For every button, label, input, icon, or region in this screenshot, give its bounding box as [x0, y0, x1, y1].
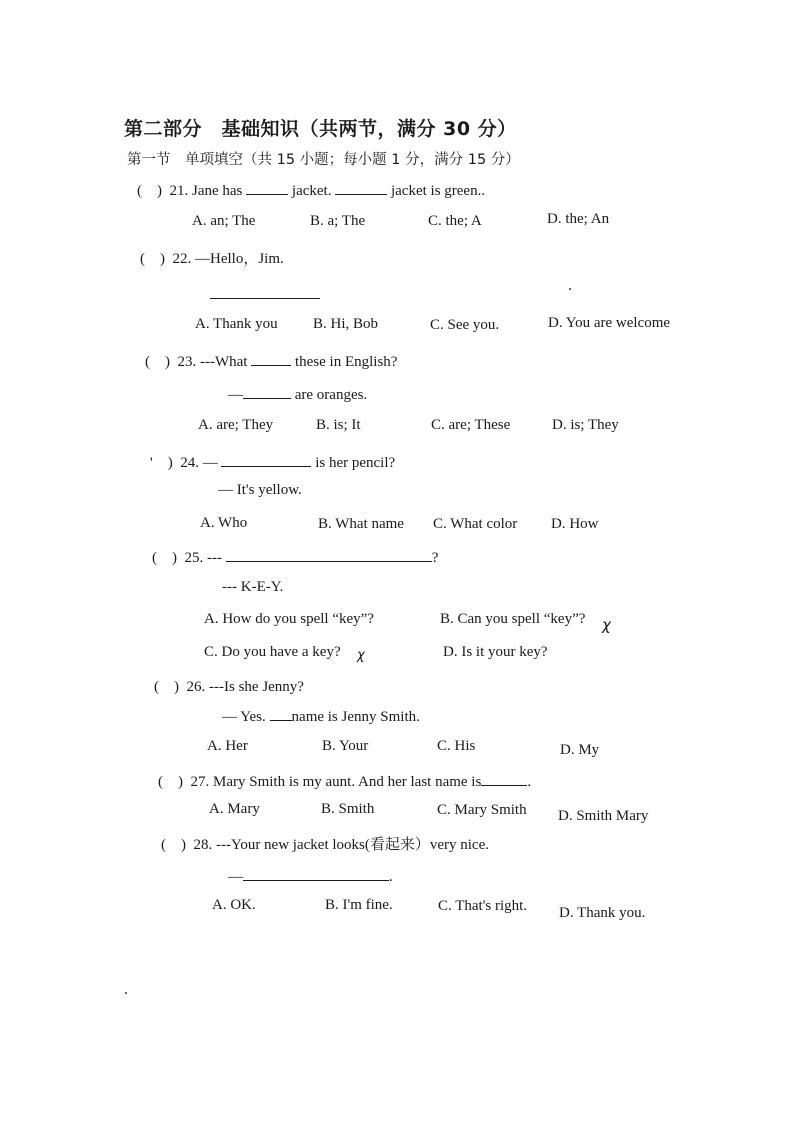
question-number: 28.: [193, 837, 213, 853]
question-number: 25.: [184, 550, 204, 566]
option-b: B. is; It: [316, 417, 361, 433]
option-c: C. See you.: [430, 317, 500, 333]
answer-blank: [221, 452, 311, 467]
option-d: D. My: [560, 742, 600, 758]
option-d: D. How: [551, 516, 599, 532]
option-c: C. What color: [433, 516, 518, 532]
option-c: C. Mary Smith: [437, 802, 527, 818]
option-a: A. an; The: [192, 213, 256, 229]
answer-blank: [246, 180, 288, 195]
question-number: 26.: [186, 679, 206, 695]
answer-blank: [243, 384, 291, 399]
option-b: B. a; The: [310, 213, 366, 229]
question-28-stem: ( ) 28. ---Your new jacket looks(看起来）very nice.: [161, 837, 489, 853]
option-d: D. the; An: [547, 211, 610, 227]
answer-blank: [335, 180, 387, 195]
answer-blank: [270, 706, 292, 721]
question-24-stem: ' ) 24. — is her pencil?: [150, 451, 395, 472]
option-a: A. Mary: [209, 801, 260, 817]
question-28-answer: — .: [228, 866, 393, 886]
answer-blank: [243, 866, 389, 881]
answer-paren: ( ): [154, 679, 179, 695]
option-b: B. Hi, Bob: [313, 316, 379, 332]
option-b: B. I'm fine.: [325, 897, 393, 913]
answer-paren: ( ): [145, 354, 170, 370]
answer-paren: ' ): [150, 455, 173, 471]
handwritten-cross-mark: χ: [602, 616, 611, 634]
option-a: A. are; They: [198, 417, 274, 433]
option-c: C. the; A: [428, 213, 482, 229]
option-c: C. That's right.: [438, 898, 528, 914]
option-a: A. Who: [200, 515, 248, 531]
answer-blank: [481, 771, 527, 786]
answer-paren: ( ): [152, 550, 177, 566]
option-b: B. What name: [318, 516, 404, 532]
option-d: D. Smith Mary: [558, 808, 649, 824]
option-b: B. Can you spell “key”?: [440, 611, 586, 627]
section-title: 第一节 单项填空（共 15 小题；每小题 1 分，满分 15 分）: [127, 152, 520, 168]
option-d: D. is; They: [552, 417, 619, 433]
answer-line: [210, 298, 320, 299]
option-c: C. are; These: [431, 417, 511, 433]
question-23-stem: ( ) 23. ---What these in English?: [145, 350, 397, 371]
question-number: 24.: [180, 455, 199, 471]
question-25-answer: --- K-E-Y.: [222, 579, 284, 595]
option-d: D. You are welcome: [548, 315, 671, 331]
option-c: C. Do you have a key?: [204, 644, 341, 660]
option-b: B. Your: [322, 738, 369, 754]
answer-paren: ( ): [158, 774, 183, 790]
question-24-answer: — It's yellow.: [218, 482, 302, 498]
option-b: B. Smith: [321, 801, 375, 817]
answer-paren: ( ): [137, 183, 162, 199]
question-22-stem: ( ) 22. —Hello，Jim.: [140, 251, 284, 267]
option-a: A. How do you spell “key”?: [204, 611, 374, 627]
option-a: A. OK.: [212, 897, 256, 913]
option-d: D. Is it your key?: [443, 644, 548, 660]
answer-paren: ( ): [161, 837, 186, 853]
answer-blank: [251, 351, 291, 366]
question-number: 23.: [177, 354, 197, 370]
question-25-stem: ( ) 25. --- ?: [152, 546, 438, 567]
question-27-stem: ( ) 27. Mary Smith is my aunt. And her last name is .: [158, 770, 531, 791]
question-23-answer: — are oranges.: [228, 384, 367, 404]
scan-speck: [125, 992, 127, 994]
answer-paren: ( ): [140, 251, 165, 267]
question-21-stem: ( ) 21. Jane has jacket. jacket is green..: [137, 179, 485, 200]
option-a: A. Thank you: [195, 316, 278, 332]
question-number: 22.: [172, 251, 192, 267]
question-26-answer: — Yes. name is Jenny Smith.: [222, 706, 420, 726]
option-d: D. Thank you.: [559, 905, 646, 921]
question-26-stem: ( ) 26. ---Is she Jenny?: [154, 679, 304, 695]
question-number: 27.: [190, 774, 210, 790]
option-a: A. Her: [207, 738, 248, 754]
handwritten-cross-mark: χ: [357, 648, 365, 663]
part-title: 第二部分 基础知识（共两节，满分 30 分）: [124, 118, 517, 140]
scan-speck: [569, 288, 571, 290]
question-number: 21.: [169, 183, 189, 199]
option-c: C. His: [437, 738, 476, 754]
answer-blank: [226, 547, 432, 562]
